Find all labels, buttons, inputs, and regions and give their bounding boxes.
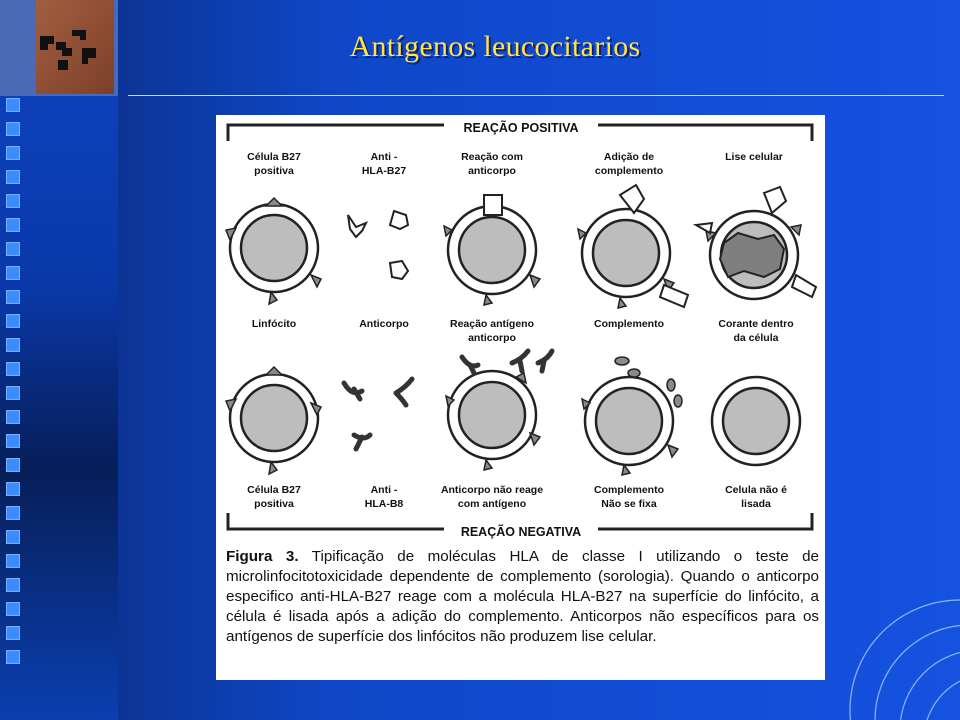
- left-decorative-strip: [0, 0, 118, 720]
- label-top-4b: complemento: [594, 165, 664, 177]
- label-top-3a: Reação com: [461, 151, 523, 163]
- label-bot-3a: Anticorpo não reage: [440, 484, 544, 496]
- label-bot-2b: HLA-B8: [364, 498, 404, 510]
- label-top-1b: positiva: [254, 165, 294, 177]
- label-mid-1a: Linfócito: [251, 318, 297, 330]
- label-bot-2a: Anti -: [370, 484, 398, 496]
- figure-panel: [216, 115, 825, 680]
- label-bot-5a: Celula não é: [725, 484, 787, 496]
- decorative-arcs: [760, 560, 960, 720]
- label-top-1a: Célula B27: [247, 151, 301, 163]
- label-mid-4a: Complemento: [593, 318, 665, 330]
- title-divider: [128, 95, 944, 96]
- hla-typing-diagram: [216, 115, 825, 547]
- label-mid-3b: anticorpo: [468, 332, 516, 344]
- header-negative: REAÇÃO NEGATIVA: [460, 525, 582, 539]
- caption-text: Tipificação de moléculas HLA de classe I utilizando o teste de microlinfocitotoxicidade dependente de complemento (sorologia). Quando o anticorpo especifico anti-HLA-B27 reage com a molécula HLA-B27 na superfície do linfócito, a célula é lisada após a adição do complemento. Anticorpos não específicos para os antígenos de superfície dos linfócitos não produzem lise celular.: [226, 548, 820, 645]
- label-bot-3b: com antígeno: [457, 498, 527, 510]
- label-bot-4a: Complemento: [593, 484, 665, 496]
- label-top-2b: HLA-B27: [361, 165, 407, 177]
- label-bot-1b: positiva: [254, 498, 294, 510]
- label-bot-4b: Não se fixa: [601, 498, 657, 510]
- label-mid-2a: Anticorpo: [359, 318, 409, 330]
- label-bot-1a: Célula B27: [247, 484, 301, 496]
- square-bullets-column: [6, 98, 28, 674]
- label-top-2a: Anti -: [370, 151, 398, 163]
- label-top-5a: Lise celular: [725, 151, 783, 163]
- label-mid-3a: Reação antígeno: [449, 318, 535, 330]
- label-top-3b: anticorpo: [468, 165, 516, 177]
- label-mid-5a: Corante dentro: [718, 318, 794, 330]
- header-positive: REAÇÃO POSITIVA: [463, 121, 579, 135]
- label-mid-5b: da célula: [733, 332, 779, 344]
- label-bot-5b: lisada: [741, 498, 771, 510]
- caption-label: Figura 3.: [226, 548, 299, 565]
- slide-title: Antígenos leucocitarios: [349, 30, 641, 63]
- figure-caption: [226, 547, 819, 647]
- label-top-4a: Adição de: [603, 151, 655, 163]
